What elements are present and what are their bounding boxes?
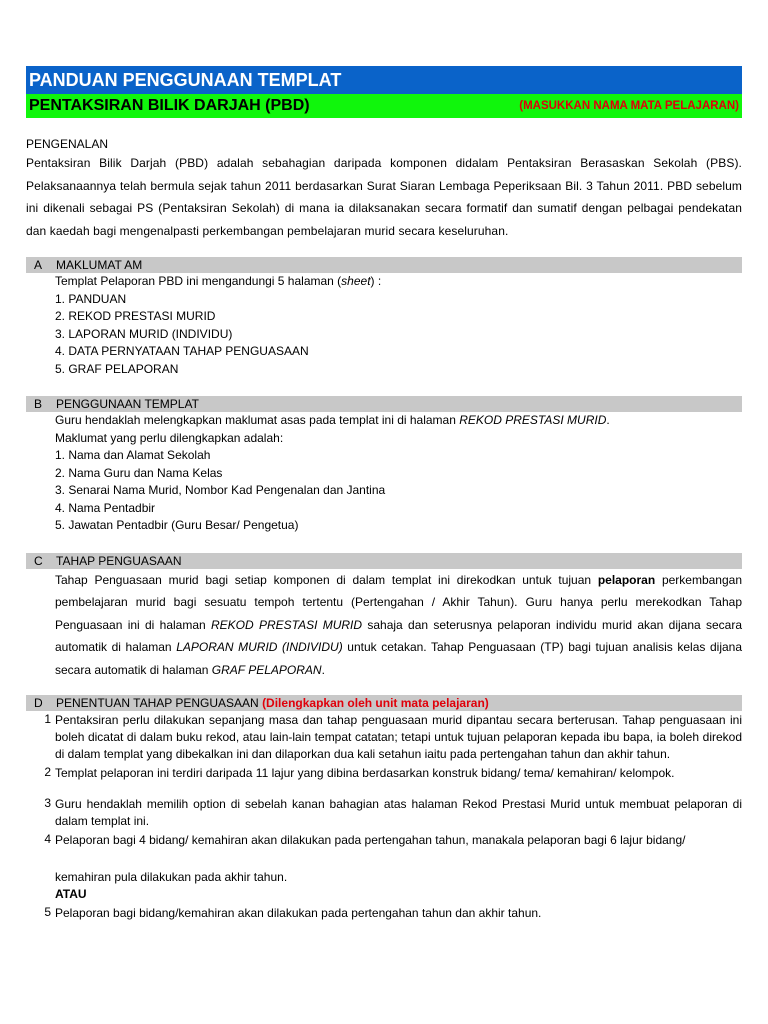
list-item: 4. DATA PERNYATAAN TAHAP PENGUASAAN bbox=[55, 344, 309, 358]
list-item: 2. Nama Guru dan Nama Kelas bbox=[55, 465, 223, 480]
subtitle-bar bbox=[26, 94, 742, 118]
list-item: 4 Pelaporan bagi 4 bidang/ kemahiran akan dilakukan pada pertengahan tahun, manakala pelaporan bagi 6 lajur bidang/ bbox=[44, 832, 686, 847]
section-a-lead: Templat Pelaporan PBD ini mengandungi 5 halaman (sheet) : bbox=[55, 274, 382, 288]
intro-heading: PENGENALAN bbox=[26, 137, 109, 151]
section-letter: C bbox=[34, 553, 43, 568]
section-c-body bbox=[55, 569, 742, 682]
section-title: TAHAP PENGUASAAN bbox=[56, 553, 182, 568]
document-title: PANDUAN PENGGUNAAN TEMPLAT bbox=[26, 66, 742, 94]
list-item: 5. GRAF PELAPORAN bbox=[55, 361, 179, 376]
section-d-header bbox=[26, 695, 742, 711]
intro-line: Pentaksiran Bilik Darjah (PBD) adalah sebahagian daripada komponen didalam Pentaksiran Berasaskan Sekolah (PBS). bbox=[26, 156, 742, 170]
list-item: 2. REKOD PRESTASI MURID bbox=[55, 309, 216, 323]
section-b-body bbox=[55, 412, 742, 535]
list-item: 2 Templat pelaporan ini terdiri daripada 11 lajur yang dibina berdasarkan konstruk bidang/ tema/ kemahiran/ kelompok. bbox=[44, 765, 675, 780]
list-item: 5 Pelaporan bagi bidang/kemahiran akan dilakukan pada pertengahan tahun dan akhir tahun. bbox=[44, 905, 542, 920]
section-b-header bbox=[26, 396, 742, 412]
list-item: 3 Guru hendaklah memilih option di sebelah kanan bahagian atas halaman Rekod Prestasi Murid untuk membuat pelaporan di dalam templat ini. bbox=[44, 796, 742, 828]
section-c-line: Tahap Penguasaan murid bagi setiap komponen di dalam templat ini direkodkan untuk tujuan pelaporan perkembangan bbox=[55, 572, 743, 587]
section-c-header bbox=[26, 553, 742, 569]
section-d-note: (Dilengkapkan oleh unit mata pelajaran) bbox=[262, 696, 489, 710]
document-page bbox=[26, 66, 742, 922]
section-title: PENGGUNAAN TEMPLAT bbox=[56, 397, 199, 411]
list-item: 3. LAPORAN MURID (INDIVIDU) bbox=[55, 326, 233, 341]
intro-line: Pelaksanaannya telah bermula sejak tahun 2011 berdasarkan Surat Siaran Lembaga Peperiksaan Bil. 3 Tahun 2011. PBD sebelum bbox=[26, 178, 742, 193]
section-c-line: Penguasaan ini di halaman REKOD PRESTASI MURID sahaja dan seterusnya pelaporan individu murid akan dijana secara bbox=[55, 617, 743, 632]
document-subtitle: PENTAKSIRAN BILIK DARJAH (PBD) bbox=[29, 97, 310, 114]
list-item: 1. PANDUAN bbox=[55, 291, 127, 306]
intro-line: dan kaedah bagi mengenalpasti perkembangan pembelajaran murid secara keseluruhan. bbox=[26, 223, 509, 238]
section-title: PENENTUAN TAHAP PENGUASAAN (Dilengkapkan oleh unit mata pelajaran) bbox=[56, 696, 489, 710]
intro-section bbox=[26, 137, 742, 242]
section-a-body bbox=[55, 273, 742, 378]
list-item: ATAU bbox=[55, 887, 87, 901]
section-c-line: automatik di halaman LAPORAN MURID (INDIVIDU) untuk cetakan. Tahap Penguasaan (TP) bagi tujuan analisis kelas dijana bbox=[55, 640, 743, 654]
section-letter: D bbox=[34, 696, 43, 710]
section-a-header bbox=[26, 257, 742, 273]
list-item: 3. Senarai Nama Murid, Nombor Kad Pengenalan dan Jantina bbox=[55, 483, 386, 497]
section-letter: A bbox=[34, 258, 43, 272]
section-c-line: secara automatik di halaman GRAF PELAPORAN. bbox=[55, 662, 325, 677]
list-item: 1. Nama dan Alamat Sekolah bbox=[55, 448, 211, 462]
intro-line: ini dikenali sebagai PS (Pentaksiran Sekolah) di mana ia dilaksanakan secara formatif dan sumatif dengan pelbagai pendekatan bbox=[26, 201, 742, 215]
list-item: 1 Pentaksiran perlu dilakukan sepanjang masa dan tahap penguasaan murid dipantau secara berterusan. Tahap penguasaan ini boleh dicatat di dalam buku rekod, atau lain-lain tempat catatan; tetapi untuk tujuan pelaporan kepada ibu bapa, ia boleh direkod di dalam templat yang dibekalkan ini dan dilaporkan dua kali setahun iaitu pada pertengahan tahun dan akhir tahun. bbox=[44, 712, 742, 761]
section-b-lead: Guru hendaklah melengkapkan maklumat asas pada templat ini di halaman REKOD PRESTASI MURID. bbox=[55, 413, 610, 427]
section-c-line: pembelajaran murid bagi sesuatu tempoh tertentu (Pertengahan / Akhir Tahun). Guru hanya perlu merekodkan Tahap bbox=[55, 595, 742, 609]
section-title: MAKLUMAT AM bbox=[56, 258, 143, 272]
section-b-lead2: Maklumat yang perlu dilengkapkan adalah: bbox=[55, 430, 284, 445]
list-item: 5. Jawatan Pentadbir (Guru Besar/ Pengetua) bbox=[55, 518, 299, 532]
list-item: 4. Nama Pentadbir bbox=[55, 500, 156, 515]
list-item: kemahiran pula dilakukan pada akhir tahun. bbox=[55, 870, 288, 884]
subject-placeholder: (MASUKKAN NAMA MATA PELAJARAN) bbox=[519, 100, 739, 112]
section-letter: B bbox=[34, 397, 43, 411]
